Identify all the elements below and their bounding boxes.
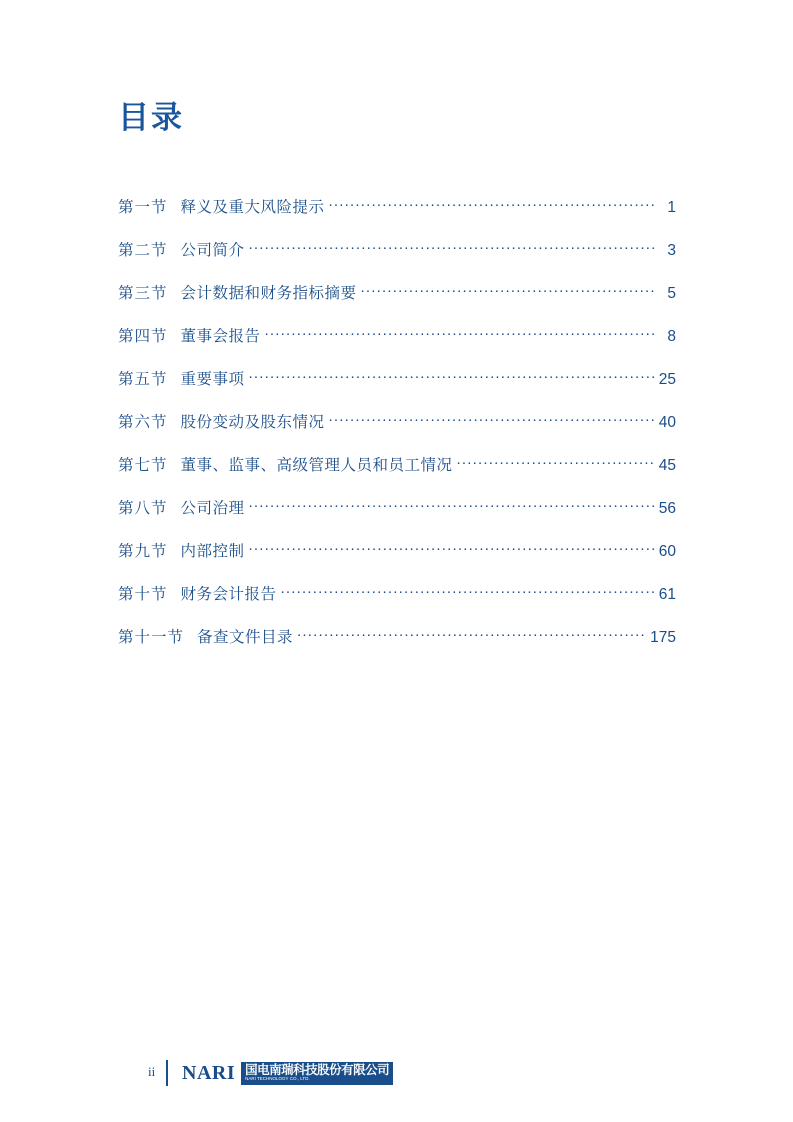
logo-wordmark: NARI xyxy=(182,1061,236,1084)
toc-page-number: 61 xyxy=(658,586,676,603)
toc-section-label: 第五节 xyxy=(118,371,168,388)
folio-number: ii xyxy=(148,1064,156,1079)
toc-entry-title: 公司简介 xyxy=(180,242,245,259)
toc-leader-dots xyxy=(457,455,655,471)
toc-page-number: 25 xyxy=(658,371,676,388)
toc-entry-title: 董事会报告 xyxy=(180,328,261,345)
toc-page-number: 45 xyxy=(658,457,676,474)
toc-section-label: 第一节 xyxy=(118,199,168,216)
toc-entry[interactable] xyxy=(118,496,676,539)
toc-leader-dots xyxy=(329,197,655,213)
toc-section-label: 第三节 xyxy=(118,285,168,302)
toc-page-number: 40 xyxy=(658,414,676,431)
page-title: 目录 xyxy=(118,100,184,135)
toc-entry[interactable] xyxy=(118,367,676,410)
toc-section-label: 第二节 xyxy=(118,242,168,259)
toc-page-number: 3 xyxy=(667,242,676,259)
toc-section-label: 第六节 xyxy=(118,414,168,431)
toc-leader-dots xyxy=(329,412,655,428)
toc-section-label: 第九节 xyxy=(118,543,168,560)
toc-page-number: 8 xyxy=(667,328,676,345)
toc-leader-dots xyxy=(249,240,655,256)
page-footer xyxy=(0,1052,793,1122)
toc-page-number: 175 xyxy=(650,629,676,646)
toc-page-number: 56 xyxy=(658,500,676,517)
toc-page-number: 60 xyxy=(658,543,676,560)
toc-leader-dots xyxy=(249,498,655,514)
toc-leader-dots xyxy=(361,283,655,299)
toc-entry[interactable] xyxy=(118,453,676,496)
toc-entry-title: 释义及重大风险提示 xyxy=(180,199,325,216)
toc-section-label: 第八节 xyxy=(118,500,168,517)
toc-entry-title: 公司治理 xyxy=(180,500,245,517)
logo-badge-chinese: 国电南瑞科技股份有限公司 xyxy=(245,1062,390,1077)
toc-section-label: 第七节 xyxy=(118,457,168,474)
table-of-contents xyxy=(118,195,676,668)
footer-divider xyxy=(166,1060,168,1086)
toc-entry[interactable] xyxy=(118,582,676,625)
toc-section-label: 第十节 xyxy=(118,586,168,603)
toc-leader-dots xyxy=(297,627,647,643)
company-logo xyxy=(182,1059,393,1087)
toc-entry[interactable] xyxy=(118,195,676,238)
toc-page-number: 5 xyxy=(667,285,676,302)
toc-entry-title: 会计数据和财务指标摘要 xyxy=(180,285,357,302)
logo-badge-english: NARI TECHNOLOGY CO., LTD. xyxy=(245,1076,310,1081)
toc-leader-dots xyxy=(249,369,655,385)
toc-leader-dots xyxy=(265,326,655,342)
toc-entry[interactable] xyxy=(118,324,676,367)
toc-entry-title: 股份变动及股东情况 xyxy=(180,414,325,431)
toc-section-label: 第四节 xyxy=(118,328,168,345)
toc-entry[interactable] xyxy=(118,238,676,281)
toc-page-number: 1 xyxy=(667,199,676,216)
toc-entry-title: 财务会计报告 xyxy=(180,586,277,603)
toc-entry[interactable] xyxy=(118,281,676,324)
toc-entry-title: 董事、监事、高级管理人员和员工情况 xyxy=(180,457,453,474)
logo-badge xyxy=(241,1062,393,1085)
toc-entry-title: 重要事项 xyxy=(180,371,245,388)
toc-leader-dots xyxy=(281,584,655,600)
toc-leader-dots xyxy=(249,541,655,557)
toc-entry-title: 备查文件目录 xyxy=(197,629,294,646)
toc-entry[interactable] xyxy=(118,625,676,668)
toc-section-label: 第十一节 xyxy=(118,629,185,646)
toc-entry[interactable] xyxy=(118,410,676,453)
toc-entry-title: 内部控制 xyxy=(180,543,245,560)
toc-entry[interactable] xyxy=(118,539,676,582)
